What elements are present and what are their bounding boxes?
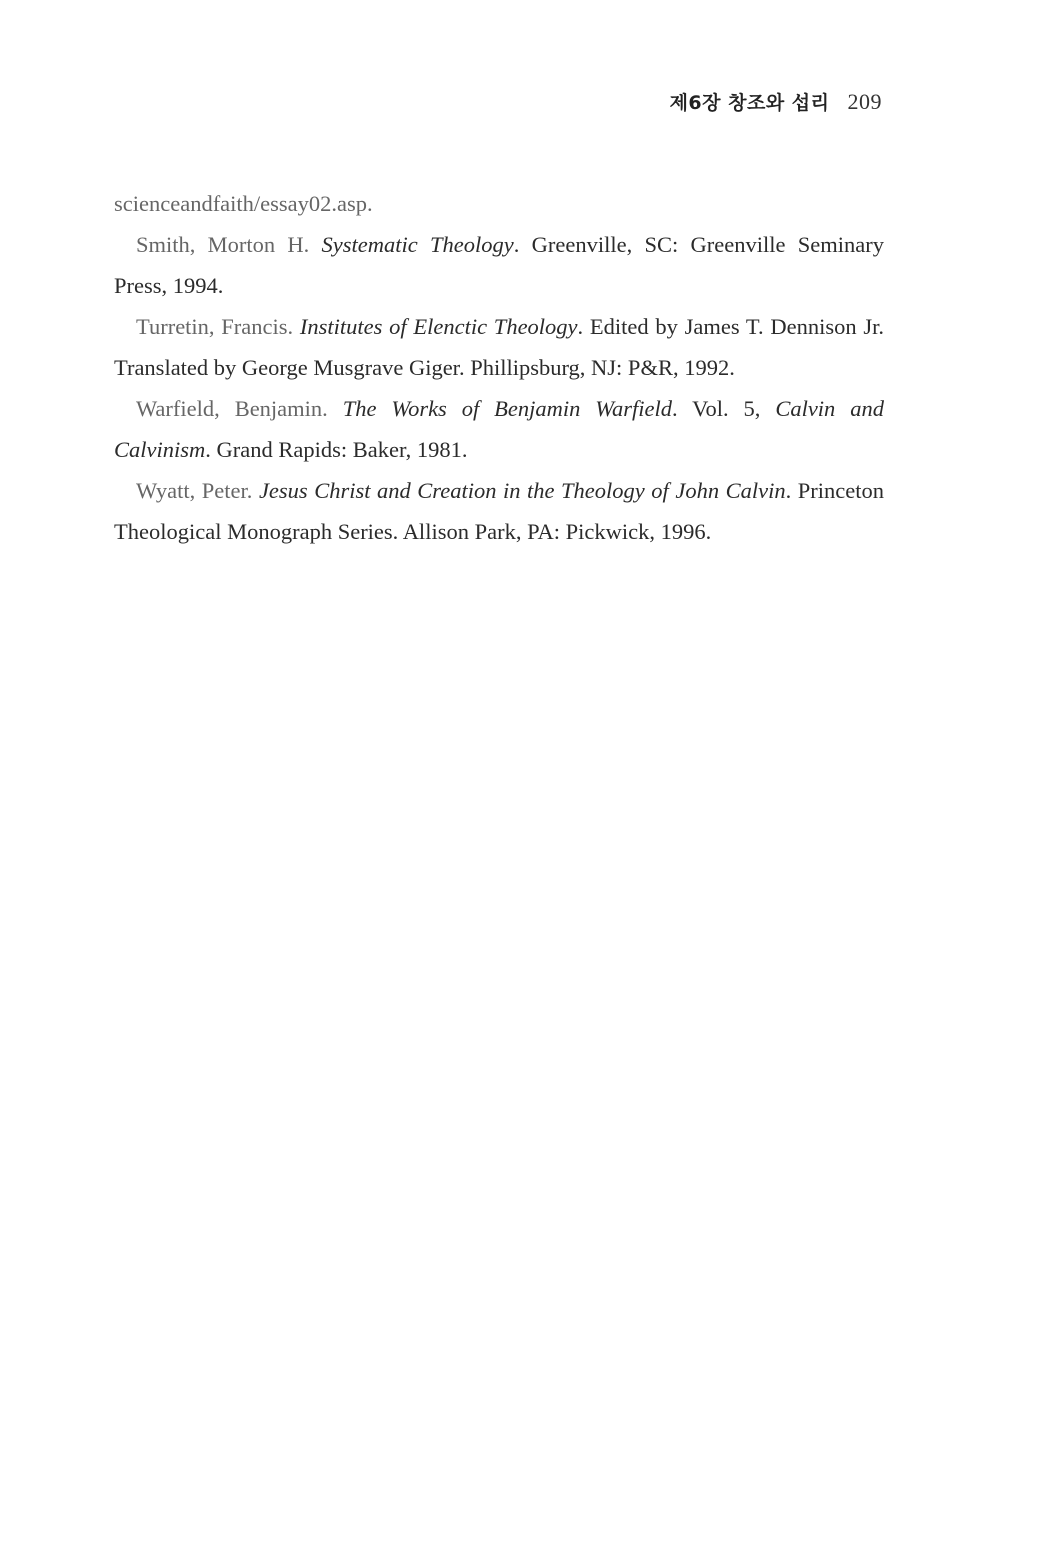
bibliography-entry bbox=[114, 388, 884, 470]
page-number: 209 bbox=[847, 89, 882, 114]
entry-publication: . Edited by James T. Dennison Jr. Translated by George Musgrave Giger. Phillipsburg, NJ: P&R, 1992. bbox=[114, 314, 884, 380]
entry-author: Wyatt, Peter. bbox=[136, 478, 259, 503]
bibliography-entry bbox=[114, 306, 884, 388]
entry-text: scienceandfaith/essay02.asp. bbox=[114, 191, 373, 216]
entry-title: Institutes of Elenctic Theology bbox=[299, 314, 578, 339]
entry-title: Systematic Theology bbox=[321, 232, 514, 257]
entry-volume: . Vol. 5, bbox=[671, 396, 776, 421]
entry-title: Jesus Christ and Creation in the Theology of John Calvin bbox=[258, 478, 786, 503]
entry-author: Turretin, Francis. bbox=[136, 314, 300, 339]
running-head bbox=[670, 88, 882, 115]
entry-author: Warfield, Benjamin. bbox=[136, 396, 343, 421]
bibliography-entry bbox=[114, 470, 884, 552]
entry-author: Smith, Morton H. bbox=[136, 232, 322, 257]
entry-subtitle: Calvin and Calvinism bbox=[114, 396, 884, 462]
entry-publication: . Greenville, SC: Greenville Seminary Press, 1994. bbox=[114, 232, 884, 298]
entry-publication: . Grand Rapids: Baker, 1981. bbox=[205, 437, 468, 462]
entry-title: The Works of Benjamin Warfield bbox=[342, 396, 672, 421]
chapter-title: 제6장 창조와 섭리 bbox=[669, 92, 830, 114]
bibliography-entry bbox=[114, 183, 884, 224]
bibliography-entry bbox=[114, 224, 884, 306]
entry-publication: . Princeton Theological Monograph Series. Allison Park, PA: Pickwick, 1996. bbox=[114, 478, 884, 544]
bibliography bbox=[114, 183, 884, 552]
